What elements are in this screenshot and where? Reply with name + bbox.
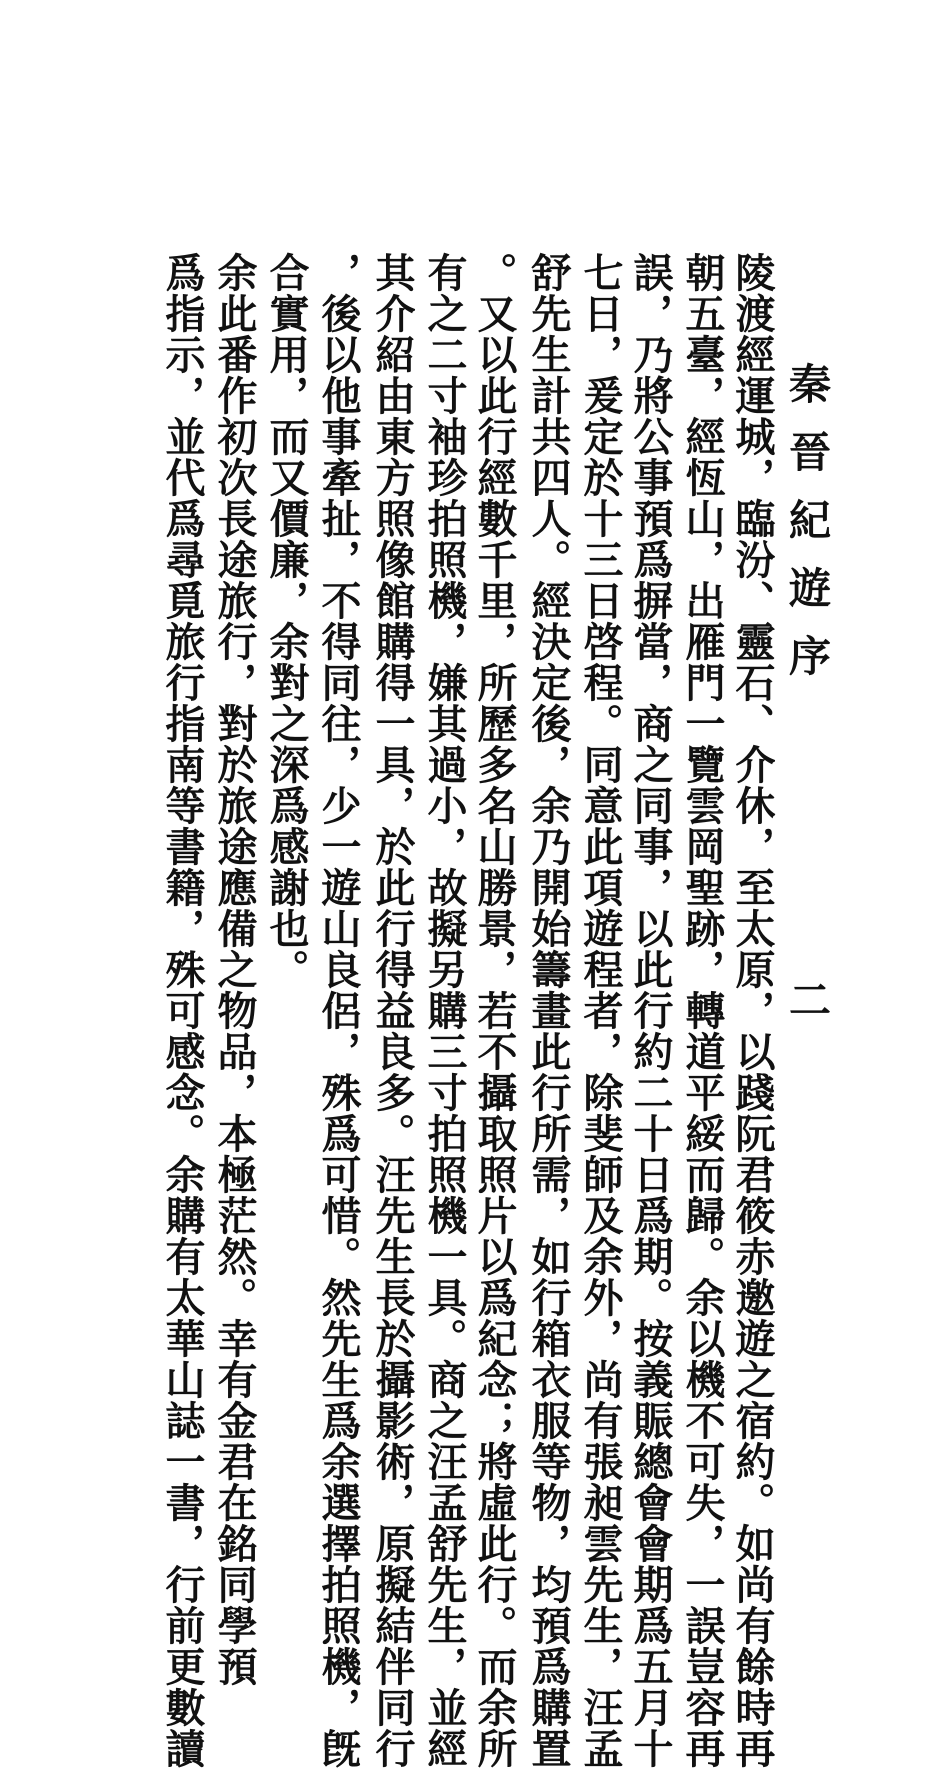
text-column: 余此番作初次長途旅行，對於旅途應備之物品，本極茫然。幸有金君在銘同學預 — [211, 252, 258, 1687]
page-number: 二 — [783, 978, 832, 1021]
page-title: 秦晉紀遊序 — [783, 362, 832, 702]
text-column: 合實用，而又價廉，余對之深爲感謝也。 — [263, 252, 310, 990]
text-column: 七日，爰定於十三日啓程。同意此項遊程者，除斐師及余外，尚有張昶雲先生，汪孟 — [577, 252, 624, 1769]
text-column: 朝五臺，經恆山，出雁門一覽雲岡聖跡，轉道平綏而歸。余以機不可失，一誤豈容再 — [679, 252, 726, 1769]
text-column: 舒先生計共四人。經決定後，余乃開始籌畫此行所需，如行箱衣服等物，均預爲購置 — [525, 252, 572, 1769]
text-column: 誤，乃將公事預爲摒當，商之同事，以此行約二十日爲期。按義賑總會會期爲五月十 — [627, 252, 674, 1769]
text-column: 有之二寸袖珍拍照機，嫌其過小，故擬另購三寸拍照機一具。商之汪孟舒先生，並經 — [421, 252, 468, 1769]
text-column: 其介紹由東方照像館購得一具，於此行得益良多。汪先生長於攝影術，原擬結伴同行 — [369, 252, 416, 1769]
text-column: 。又以此行經數千里，所歷多名山勝景，若不攝取照片以爲紀念；將虛此行。而余所 — [471, 252, 518, 1769]
text-column: 爲指示，並代爲尋覓旅行指南等書籍，殊可感念。余購有太華山誌一書，行前更數讀 — [159, 252, 206, 1769]
text-column: 陵渡經運城，臨汾、靈石、介休，至太原，以踐阮君筱赤邀遊之宿約。如尚有餘時再 — [729, 252, 776, 1769]
text-column: ，後以他事牽扯，不得同往，少一遊山良侶，殊爲可惜。然先生爲余選擇拍照機，旣 — [315, 252, 362, 1769]
